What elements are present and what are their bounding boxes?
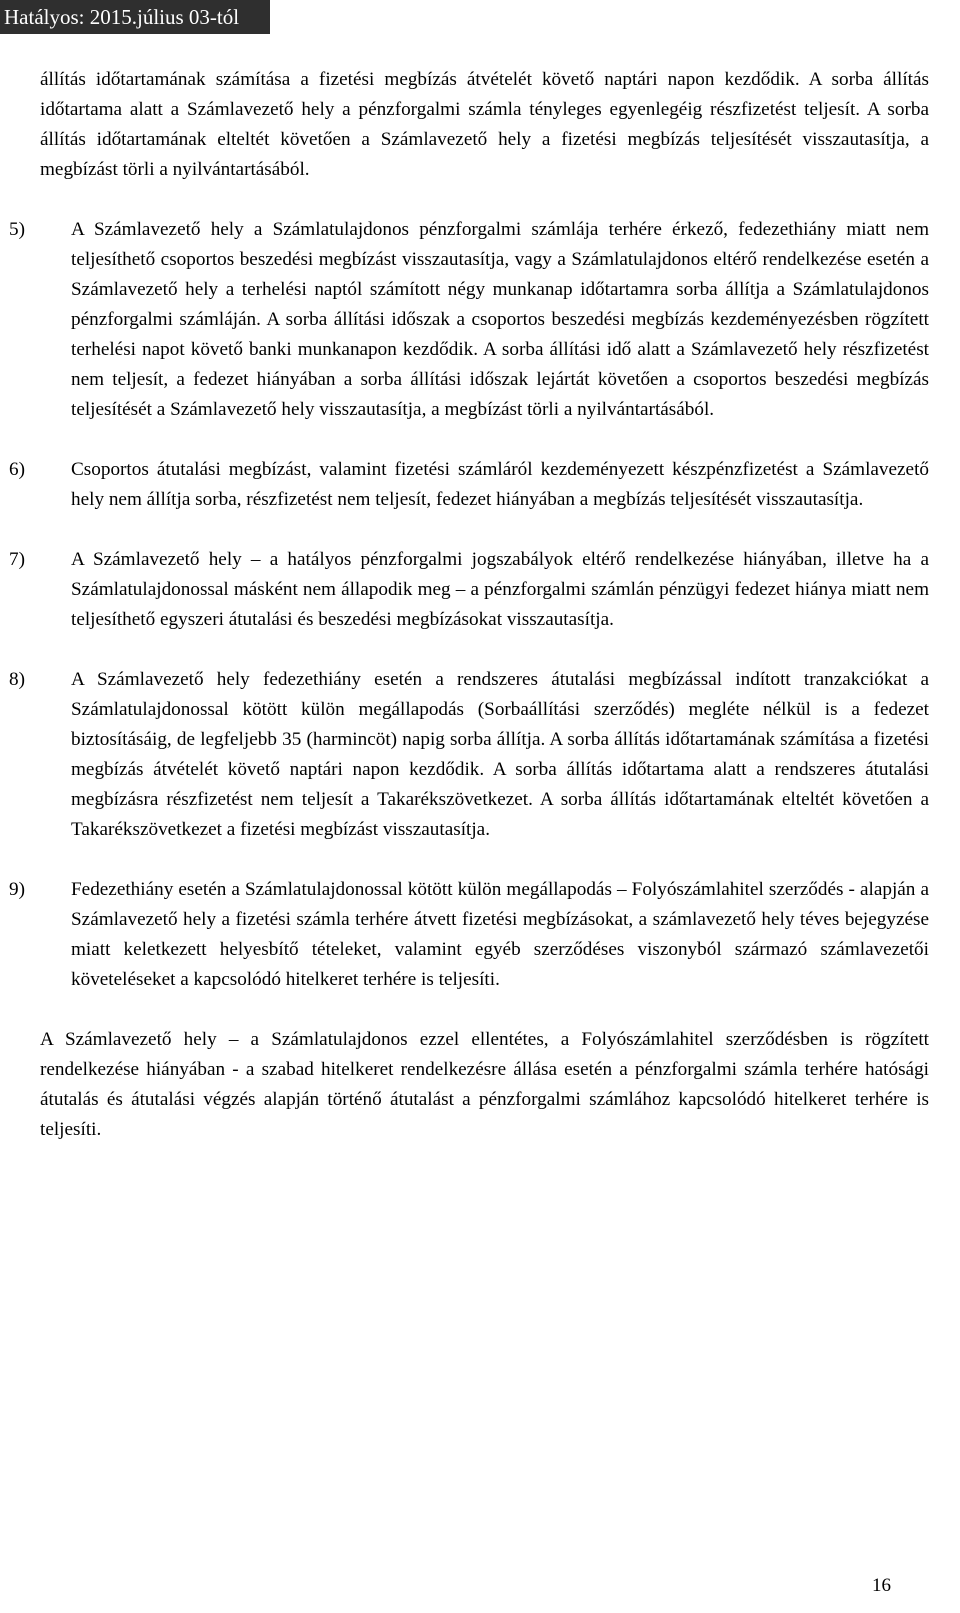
list-item-number: 5) bbox=[9, 219, 25, 240]
list-item-9 bbox=[9, 875, 929, 995]
list-item-text: A Számlavezető hely fedezethiány esetén a rendszeres átutalási megbízással indított tranzakciókat a Számlatulajdonossal kötött külön megállapodás (Sorbaállítási szerződés) megléte nélkül is a fedezet biztosításáig, de legfeljebb 35 (harmincöt) napig sorba állítja. A sorba állítás időtartamának számítása a fizetési megbízás átvételét követő naptári napon kezdődik. A sorba állítás időtartama alatt a rendszeres átutalási megbízásra részfizetést nem teljesít a Takarékszövetkezet. A sorba állítás időtartamának elteltét követően a Takarékszövetkezet a fizetési megbízást visszautasítja. bbox=[71, 669, 929, 840]
list-item-number: 8) bbox=[9, 669, 25, 690]
list-item-number: 6) bbox=[9, 459, 25, 480]
list-item-text: A Számlavezető hely a Számlatulajdonos pénzforgalmi számlája terhére érkező, fedezethiány miatt nem teljesíthető csoportos beszedési megbízást visszautasítja, vagy a Számlatulajdonos eltérő rendelkezése esetén a Számlavezető hely a terhelési naptól számított négy munkanap időtartamra sorba állítja a Számlatulajdonos pénzforgalmi számláján. A sorba állítási időszak a csoportos beszedési megbízás kezdeményezésben rögzített terhelési napot követő banki munkanapon kezdődik. A sorba állítási idő alatt a Számlavezető hely részfizetést nem teljesít, a fedezet hiányában a sorba állítási időszak lejártát követően a csoportos beszedési megbízás teljesítését a Számlavezető hely visszautasítja, a megbízást törli a nyilvántartásából. bbox=[71, 219, 929, 420]
closing-paragraph: A Számlavezető hely – a Számlatulajdonos ezzel ellentétes, a Folyószámlahitel szerződésben is rögzített rendelkezése hiányában - a szabad hitelkeret rendelkezésre állása esetén a pénzforgalmi számla terhére hatósági átutalás és átutalási végzés alapján történő átutalást a pénzforgalmi számlához kapcsolódó hitelkeret terhére is teljesíti. bbox=[40, 1029, 929, 1140]
list-item-number: 9) bbox=[9, 879, 25, 900]
page-number: 16 bbox=[872, 1575, 891, 1596]
list-item-text: Fedezethiány esetén a Számlatulajdonossal kötött külön megállapodás – Folyószámlahitel szerződés - alapján a Számlavezető hely a fizetési számla terhére átvett fizetési megbízásokat, a számlavezető hely téves bejegyzése miatt keletkezett helyesbítő tételeket, valamint egyéb szerződéses viszonyból származó számlavezetői követeléseket a kapcsolódó hitelkeret terhére is teljesíti. bbox=[71, 879, 929, 990]
continued-paragraph: állítás időtartamának számítása a fizetési megbízás átvételét követő naptári napon kezdődik. A sorba állítás időtartama alatt a Számlavezető hely a pénzforgalmi számla tényleges egyenlegéig részfizetést teljesít. A sorba állítás időtartamának elteltét követően a Számlavezető hely a fizetési megbízás teljesítését visszautasítja, a megbízást törli a nyilvántartásából. bbox=[40, 69, 929, 180]
effective-date-header: Hatályos: 2015.július 03-tól bbox=[0, 0, 270, 34]
document-body bbox=[9, 65, 929, 1175]
list-item-6 bbox=[9, 455, 929, 515]
list-item-text: Csoportos átutalási megbízást, valamint fizetési számláról kezdeményezett készpénzfizetést a Számlavezető hely nem állítja sorba, részfizetést nem teljesít, fedezet hiányában a megbízás teljesítését visszautasítja. bbox=[71, 459, 929, 510]
list-item-7 bbox=[9, 545, 929, 635]
list-item-number: 7) bbox=[9, 549, 25, 570]
list-item-8 bbox=[9, 665, 929, 845]
list-item-text: A Számlavezető hely – a hatályos pénzforgalmi jogszabályok eltérő rendelkezése hiányában, illetve ha a Számlatulajdonossal másként nem állapodik meg – a pénzforgalmi számlán pénzügyi fedezet hiánya miatt nem teljesíthető egyszeri átutalási és beszedési megbízásokat visszautasítja. bbox=[71, 549, 929, 630]
list-item-5 bbox=[9, 215, 929, 425]
